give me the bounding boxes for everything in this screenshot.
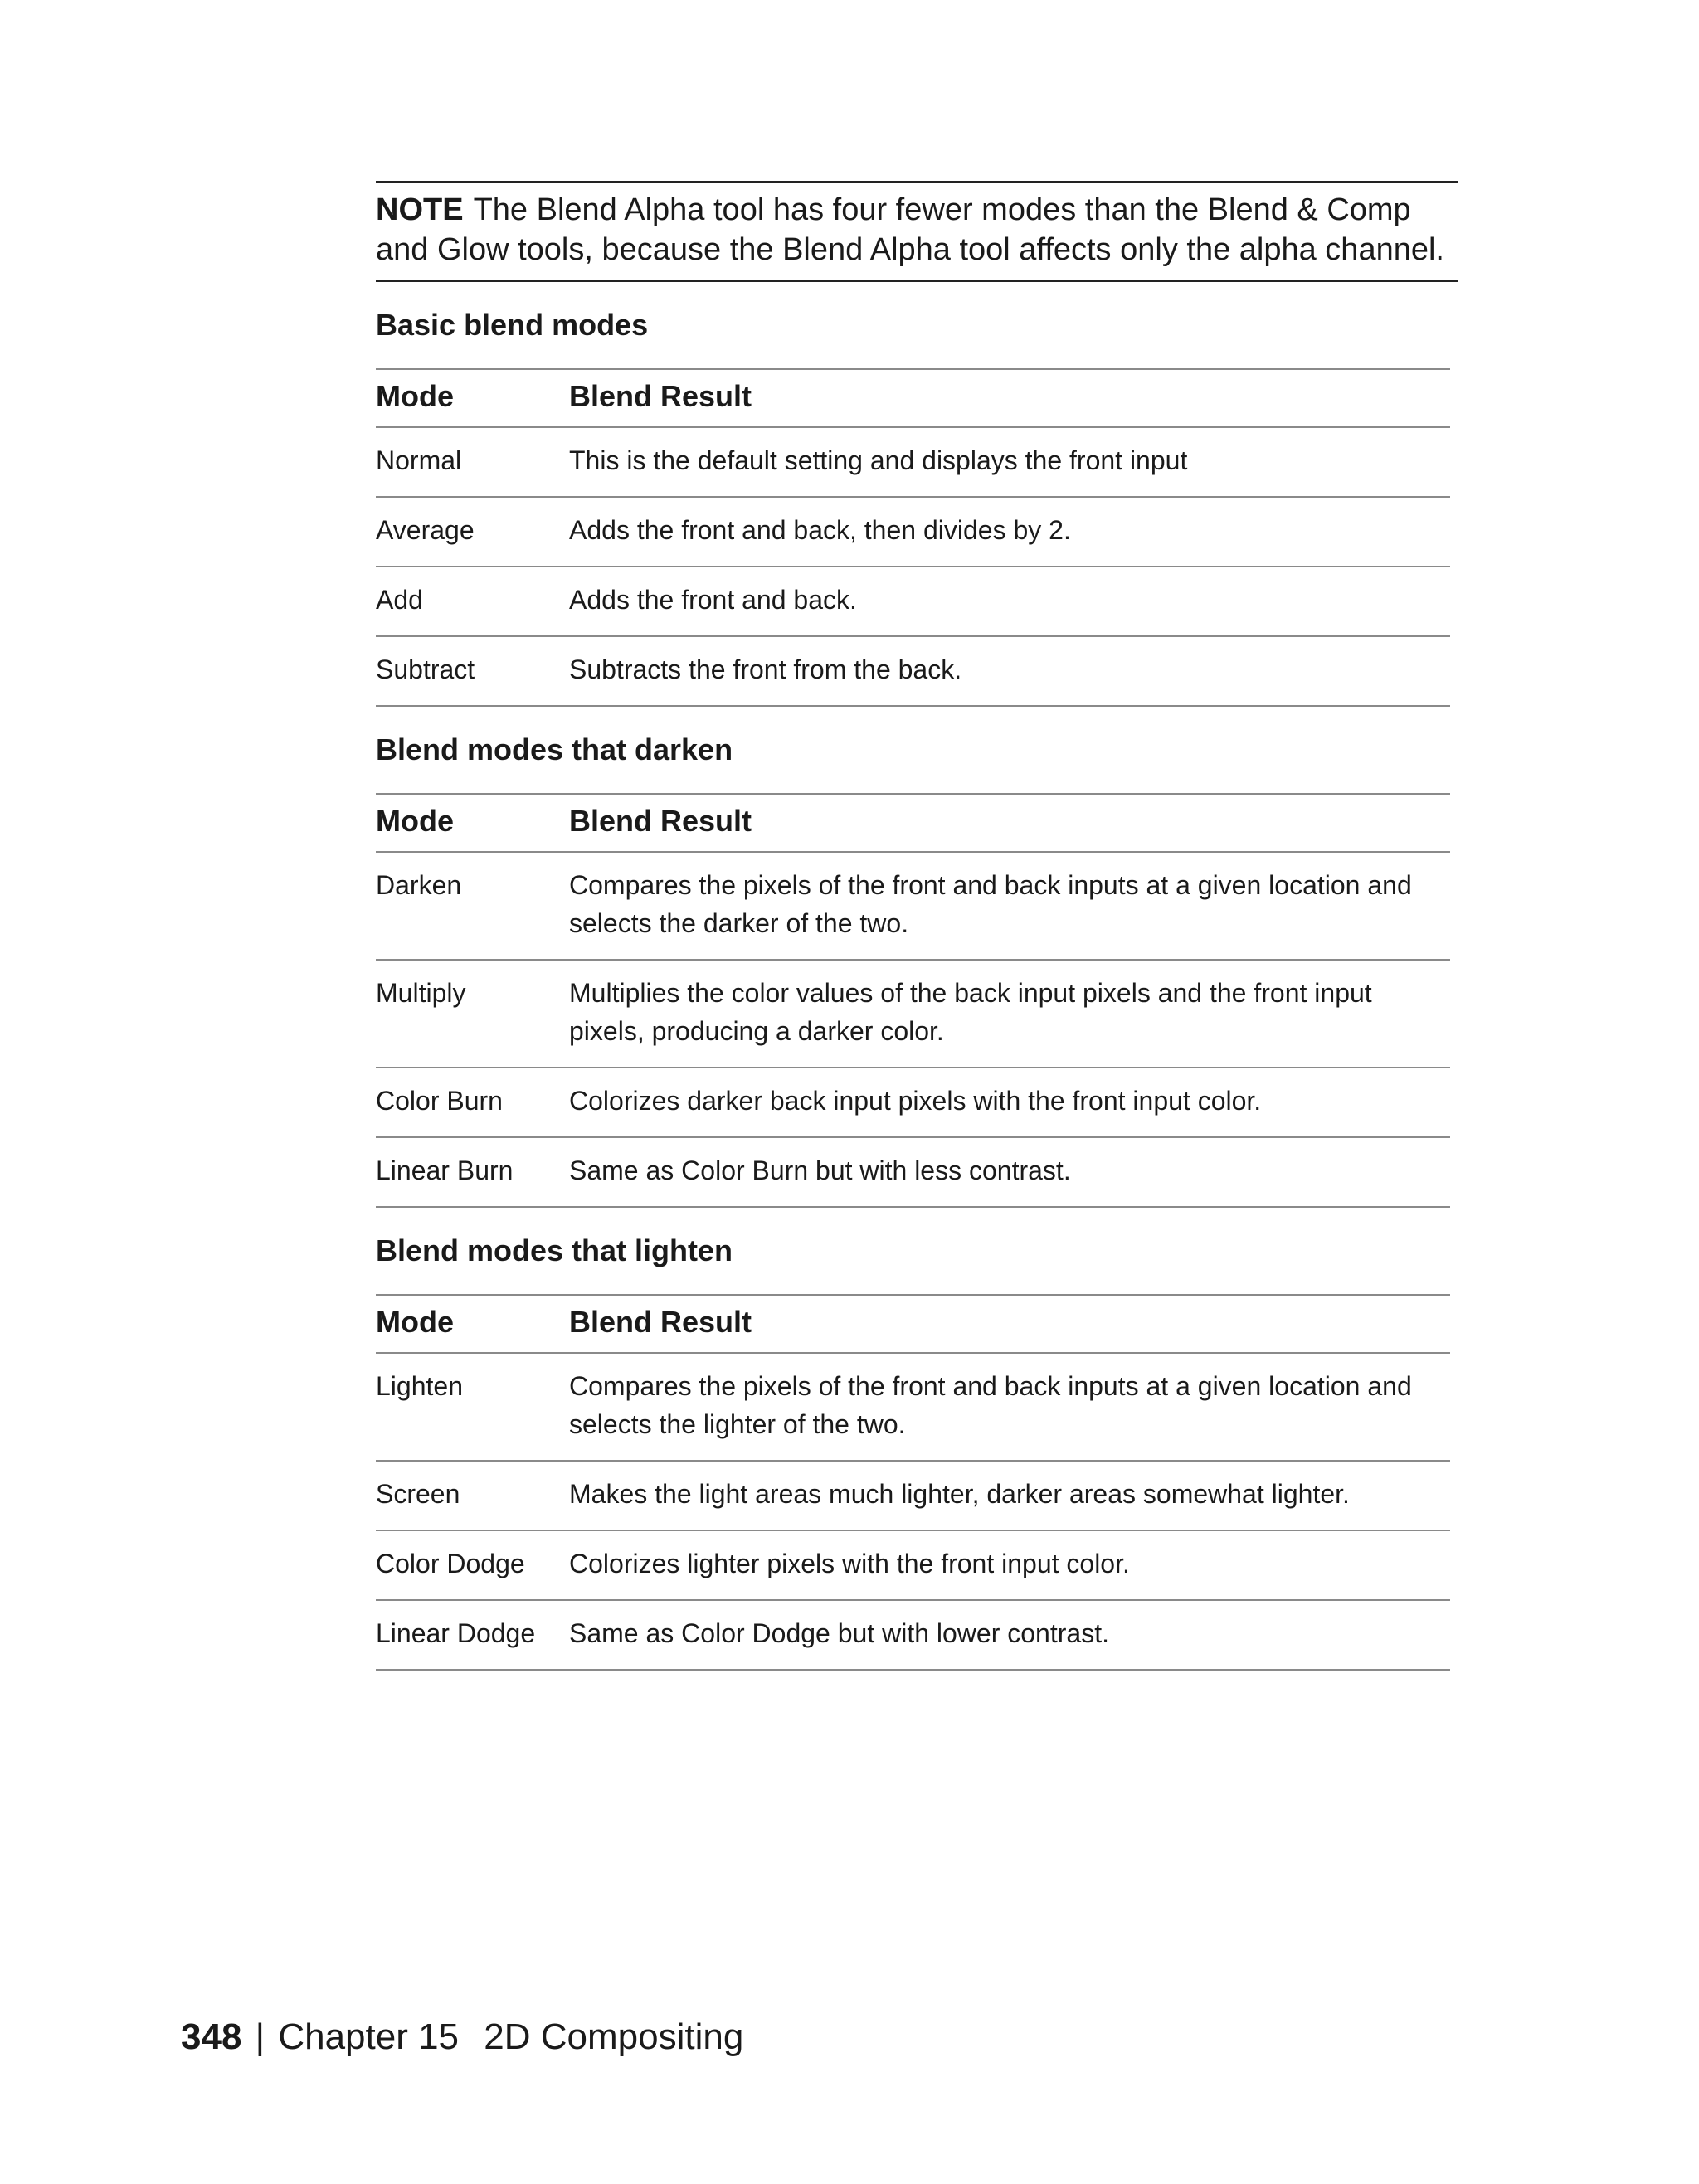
section-title: Basic blend modes bbox=[376, 308, 649, 342]
blend-mode-table bbox=[376, 793, 1450, 1208]
section-title: Blend modes that darken bbox=[376, 732, 733, 766]
mode-column-header: Mode bbox=[376, 1295, 569, 1353]
mode-name-cell: Color Burn bbox=[376, 1068, 569, 1137]
blend-result-cell: Colorizes darker back input pixels with the front input color. bbox=[569, 1068, 1450, 1137]
blend-result-cell: Multiplies the color values of the back input pixels and the front input pixels, producing a darker color. bbox=[569, 960, 1450, 1068]
blend-result-cell: Colorizes lighter pixels with the front input color. bbox=[569, 1530, 1450, 1600]
page-content bbox=[376, 181, 1458, 1671]
mode-name-cell: Add bbox=[376, 567, 569, 636]
table-section bbox=[376, 1233, 1458, 1671]
mode-name-cell: Average bbox=[376, 497, 569, 567]
table-row bbox=[376, 1530, 1450, 1600]
mode-name-cell: Multiply bbox=[376, 960, 569, 1068]
page-footer bbox=[181, 2014, 743, 2060]
mode-name-cell: Normal bbox=[376, 427, 569, 497]
table-row bbox=[376, 567, 1450, 636]
table-header-row bbox=[376, 1295, 1450, 1353]
blend-result-cell: This is the default setting and displays the front input bbox=[569, 427, 1450, 497]
result-column-header: Blend Result bbox=[569, 1295, 1450, 1353]
note-text: The Blend Alpha tool has four fewer modes than the Blend & Comp and Glow tools, because the Blend Alpha tool affects only the alpha channel. bbox=[376, 192, 1444, 267]
table-row bbox=[376, 1600, 1450, 1670]
chapter-title: 2D Compositing bbox=[484, 2016, 744, 2057]
blend-result-cell: Same as Color Burn but with less contrast. bbox=[569, 1137, 1450, 1207]
blend-result-cell: Adds the front and back, then divides by 2. bbox=[569, 497, 1450, 567]
mode-name-cell: Darken bbox=[376, 852, 569, 960]
chapter-label: Chapter 15 bbox=[278, 2016, 460, 2057]
mode-name-cell: Linear Burn bbox=[376, 1137, 569, 1207]
footer-separator: | bbox=[255, 2016, 265, 2057]
table-row bbox=[376, 636, 1450, 706]
blend-mode-table bbox=[376, 368, 1450, 707]
blend-result-cell: Adds the front and back. bbox=[569, 567, 1450, 636]
blend-mode-sections bbox=[376, 307, 1458, 1671]
table-row bbox=[376, 852, 1450, 960]
table-row bbox=[376, 1137, 1450, 1207]
mode-name-cell: Screen bbox=[376, 1461, 569, 1530]
table-row bbox=[376, 1353, 1450, 1461]
mode-name-cell: Color Dodge bbox=[376, 1530, 569, 1600]
table-header-row bbox=[376, 369, 1450, 427]
section-title: Blend modes that lighten bbox=[376, 1233, 733, 1267]
table-row bbox=[376, 960, 1450, 1068]
blend-result-cell: Compares the pixels of the front and back inputs at a given location and selects the lighter of the two. bbox=[569, 1353, 1450, 1461]
result-column-header: Blend Result bbox=[569, 369, 1450, 427]
table-row bbox=[376, 1461, 1450, 1530]
blend-result-cell: Compares the pixels of the front and back inputs at a given location and selects the darker of the two. bbox=[569, 852, 1450, 960]
mode-column-header: Mode bbox=[376, 794, 569, 852]
page-number: 348 bbox=[181, 2016, 242, 2057]
table-header-row bbox=[376, 794, 1450, 852]
mode-name-cell: Lighten bbox=[376, 1353, 569, 1461]
note-box bbox=[376, 181, 1458, 282]
table-section bbox=[376, 732, 1458, 1208]
table-row bbox=[376, 1068, 1450, 1137]
blend-result-cell: Makes the light areas much lighter, darker areas somewhat lighter. bbox=[569, 1461, 1450, 1530]
result-column-header: Blend Result bbox=[569, 794, 1450, 852]
table-row bbox=[376, 427, 1450, 497]
blend-result-cell: Same as Color Dodge but with lower contrast. bbox=[569, 1600, 1450, 1670]
mode-column-header: Mode bbox=[376, 369, 569, 427]
blend-result-cell: Subtracts the front from the back. bbox=[569, 636, 1450, 706]
mode-name-cell: Subtract bbox=[376, 636, 569, 706]
blend-mode-table bbox=[376, 1294, 1450, 1671]
mode-name-cell: Linear Dodge bbox=[376, 1600, 569, 1670]
note-label: NOTE bbox=[376, 192, 464, 227]
table-section bbox=[376, 307, 1458, 707]
table-row bbox=[376, 497, 1450, 567]
